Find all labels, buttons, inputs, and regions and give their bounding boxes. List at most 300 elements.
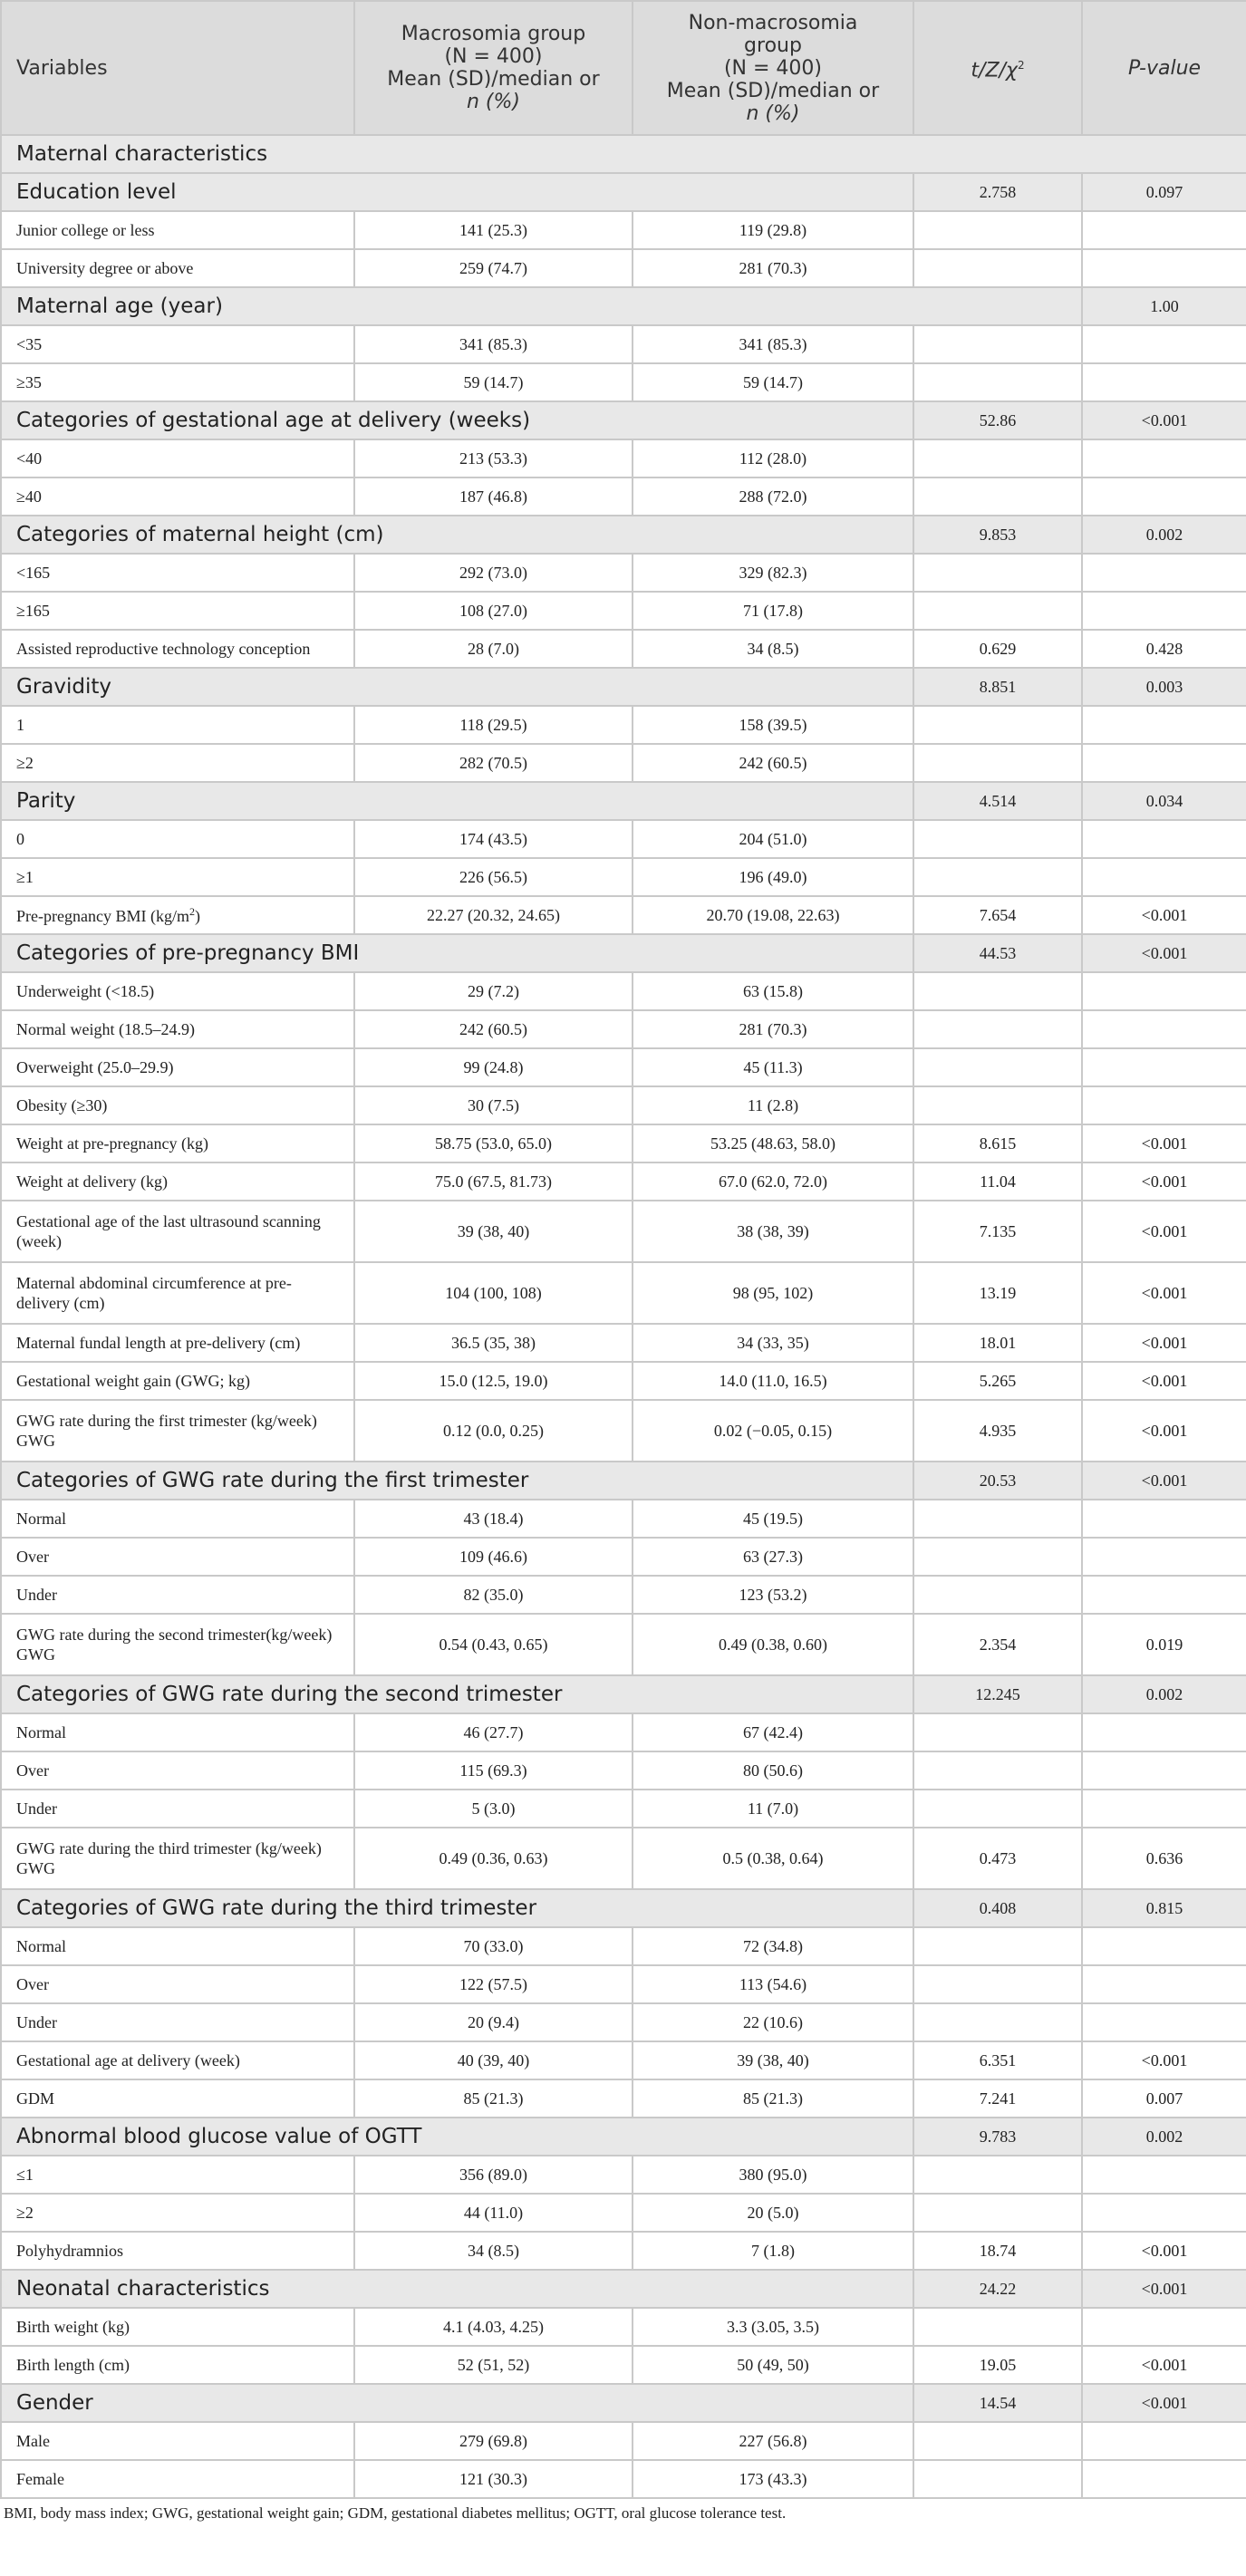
category-label: Neonatal characteristics — [1, 2270, 913, 2308]
non-macrosomia-value: 39 (38, 40) — [633, 2041, 913, 2079]
table-row — [1, 858, 1246, 896]
statistic-cell — [913, 1086, 1082, 1124]
category-row — [1, 1889, 1246, 1927]
statistic-cell — [913, 1965, 1082, 2003]
non-macrosomia-value: 281 (70.3) — [633, 1010, 913, 1048]
non-macrosomia-value: 380 (95.0) — [633, 2156, 913, 2194]
statistic-cell: 8.615 — [913, 1124, 1082, 1163]
macrosomia-value: 122 (57.5) — [354, 1965, 633, 2003]
macrosomia-value: 121 (30.3) — [354, 2460, 633, 2498]
table-row — [1, 2041, 1246, 2079]
table-row — [1, 592, 1246, 630]
category-row — [1, 934, 1246, 972]
row-label: Pre-pregnancy BMI $(kg/m^2)$ — [1, 896, 354, 934]
p-value-cell — [1082, 2308, 1246, 2346]
statistic-cell: 2.758 — [913, 173, 1082, 211]
p-value-cell: <0.001 — [1082, 896, 1246, 934]
macrosomia-value: 174 (43.5) — [354, 820, 633, 858]
p-value-cell: <0.001 — [1082, 2270, 1246, 2308]
macrosomia-value: 28 (7.0) — [354, 630, 633, 668]
p-value-cell: 0.003 — [1082, 668, 1246, 706]
statistic-cell: 4.935 — [913, 1400, 1082, 1462]
p-value-cell — [1082, 1500, 1246, 1538]
macrosomia-value: 0.49 (0.36, 0.63) — [354, 1828, 633, 1889]
macrosomia-value: 59 (14.7) — [354, 363, 633, 401]
row-label: ≥1 — [1, 858, 354, 896]
non-macrosomia-value: 67.0 (62.0, 72.0) — [633, 1163, 913, 1201]
statistic-cell — [913, 1713, 1082, 1751]
statistic-cell — [913, 2308, 1082, 2346]
non-macrosomia-value: 158 (39.5) — [633, 706, 913, 744]
p-value-cell: 0.002 — [1082, 516, 1246, 554]
non-macrosomia-value: 71 (17.8) — [633, 592, 913, 630]
non-macrosomia-value: 38 (38, 39) — [633, 1201, 913, 1262]
statistic-cell: 52.86 — [913, 401, 1082, 439]
table-row — [1, 1828, 1246, 1889]
p-value-cell: <0.001 — [1082, 1124, 1246, 1163]
macrosomia-value: 20 (9.4) — [354, 2003, 633, 2041]
macrosomia-value: 43 (18.4) — [354, 1500, 633, 1538]
row-label: ≥2 — [1, 2194, 354, 2232]
table-row — [1, 2003, 1246, 2041]
table-row — [1, 2079, 1246, 2118]
row-label: Normal weight (18.5–24.9) — [1, 1010, 354, 1048]
table-row — [1, 1927, 1246, 1965]
p-value-cell — [1082, 363, 1246, 401]
table-row — [1, 2422, 1246, 2460]
category-label: Education level — [1, 173, 913, 211]
p-value-cell: 0.019 — [1082, 1614, 1246, 1675]
category-label: Categories of gestational age at delivery (weeks) — [1, 401, 913, 439]
table-body — [1, 135, 1246, 2498]
category-row — [1, 516, 1246, 554]
row-label: Gestational weight gain (GWG; kg) — [1, 1362, 354, 1400]
macrosomia-value: 104 (100, 108) — [354, 1262, 633, 1324]
table-row — [1, 1324, 1246, 1362]
row-label: Maternal abdominal circumference at pre-delivery (cm) — [1, 1262, 354, 1324]
row-label: Obesity (≥30) — [1, 1086, 354, 1124]
p-value-cell — [1082, 439, 1246, 478]
non-macrosomia-value: 98 (95, 102) — [633, 1262, 913, 1324]
table-row — [1, 1713, 1246, 1751]
statistic-cell — [913, 858, 1082, 896]
table-row — [1, 896, 1246, 934]
statistic-cell: 18.74 — [913, 2232, 1082, 2270]
non-macrosomia-value: 329 (82.3) — [633, 554, 913, 592]
macrosomia-value: 187 (46.8) — [354, 478, 633, 516]
non-macrosomia-value: 0.5 (0.38, 0.64) — [633, 1828, 913, 1889]
table-row — [1, 1163, 1246, 1201]
macrosomia-value: 46 (27.7) — [354, 1713, 633, 1751]
statistic-cell — [913, 554, 1082, 592]
row-label: 0 — [1, 820, 354, 858]
category-label: Gravidity — [1, 668, 913, 706]
p-value-cell — [1082, 554, 1246, 592]
table-row — [1, 1538, 1246, 1576]
category-label: Categories of GWG rate during the first trimester — [1, 1462, 913, 1500]
row-label: ≤1 — [1, 2156, 354, 2194]
non-macrosomia-value: 288 (72.0) — [633, 478, 913, 516]
row-label: Assisted reproductive technology conception — [1, 630, 354, 668]
macrosomia-value: 141 (25.3) — [354, 211, 633, 249]
table-row — [1, 2232, 1246, 2270]
macrosomia-value: 108 (27.0) — [354, 592, 633, 630]
p-value-cell — [1082, 2156, 1246, 2194]
p-value-cell — [1082, 1713, 1246, 1751]
macrosomia-value: 29 (7.2) — [354, 972, 633, 1010]
row-label: ≥40 — [1, 478, 354, 516]
table-row — [1, 1362, 1246, 1400]
table-row — [1, 2156, 1246, 2194]
p-value-cell: <0.001 — [1082, 1262, 1246, 1324]
macrosomia-value: 0.12 (0.0, 0.25) — [354, 1400, 633, 1462]
category-label: Categories of pre-pregnancy BMI — [1, 934, 913, 972]
table-row — [1, 2308, 1246, 2346]
table-row — [1, 630, 1246, 668]
statistic-cell: 4.514 — [913, 782, 1082, 820]
row-label: 1 — [1, 706, 354, 744]
non-macrosomia-value: 20 (5.0) — [633, 2194, 913, 2232]
p-value-cell — [1082, 592, 1246, 630]
table-footnote: BMI, body mass index; GWG, gestational weight gain; GDM, gestational diabetes mellitus; OGTT, oral glucose tolerance test. — [4, 2504, 787, 2522]
non-macrosomia-value: 0.49 (0.38, 0.60) — [633, 1614, 913, 1675]
table-row — [1, 820, 1246, 858]
table-row — [1, 2460, 1246, 2498]
macrosomia-value: 292 (73.0) — [354, 554, 633, 592]
table-row — [1, 1576, 1246, 1614]
row-label: Junior college or less — [1, 211, 354, 249]
category-row — [1, 401, 1246, 439]
table-row — [1, 2194, 1246, 2232]
non-macrosomia-value: 0.02 (−0.05, 0.15) — [633, 1400, 913, 1462]
p-value-cell — [1082, 1086, 1246, 1124]
macrosomia-value: 58.75 (53.0, 65.0) — [354, 1124, 633, 1163]
row-label: Gestational age of the last ultrasound scanning (week) — [1, 1201, 354, 1262]
statistic-cell: 20.53 — [913, 1462, 1082, 1500]
macrosomia-value: 341 (85.3) — [354, 325, 633, 363]
p-value-cell: 0.097 — [1082, 173, 1246, 211]
non-macrosomia-value: 123 (53.2) — [633, 1576, 913, 1614]
statistic-cell — [913, 1790, 1082, 1828]
category-label: Gender — [1, 2384, 913, 2422]
statistic-cell: 24.22 — [913, 2270, 1082, 2308]
statistic-cell: 8.851 — [913, 668, 1082, 706]
non-macrosomia-value: 3.3 (3.05, 3.5) — [633, 2308, 913, 2346]
p-value-cell: <0.001 — [1082, 1324, 1246, 1362]
non-macrosomia-value: 11 (2.8) — [633, 1086, 913, 1124]
category-row — [1, 668, 1246, 706]
statistic-cell — [913, 2422, 1082, 2460]
header-macrosomia: Macrosomia group (N = 400) Mean (SD)/median or n (%) — [354, 1, 633, 135]
non-macrosomia-value: 22 (10.6) — [633, 2003, 913, 2041]
row-label: Weight at delivery (kg) — [1, 1163, 354, 1201]
macrosomia-value: 82 (35.0) — [354, 1576, 633, 1614]
macrosomia-value: 0.54 (0.43, 0.65) — [354, 1614, 633, 1675]
p-value-cell: 0.636 — [1082, 1828, 1246, 1889]
macrosomia-value: 4.1 (4.03, 4.25) — [354, 2308, 633, 2346]
non-macrosomia-value: 119 (29.8) — [633, 211, 913, 249]
non-macrosomia-value: 59 (14.7) — [633, 363, 913, 401]
table-row — [1, 1201, 1246, 1262]
category-label: Parity — [1, 782, 913, 820]
category-label: Categories of GWG rate during the second trimester — [1, 1675, 913, 1713]
p-value-cell — [1082, 1048, 1246, 1086]
statistic-cell — [913, 439, 1082, 478]
non-macrosomia-value: 196 (49.0) — [633, 858, 913, 896]
non-macrosomia-value: 227 (56.8) — [633, 2422, 913, 2460]
row-label: Weight at pre-pregnancy (kg) — [1, 1124, 354, 1163]
non-macrosomia-value: 45 (11.3) — [633, 1048, 913, 1086]
p-value-cell — [1082, 2003, 1246, 2041]
macrosomia-value: 118 (29.5) — [354, 706, 633, 744]
non-macrosomia-value: 45 (19.5) — [633, 1500, 913, 1538]
table-row — [1, 478, 1246, 516]
category-row — [1, 2270, 1246, 2308]
row-label: University degree or above — [1, 249, 354, 287]
section-label: Maternal characteristics — [1, 135, 1246, 173]
statistic-cell: 19.05 — [913, 2346, 1082, 2384]
statistic-cell: 14.54 — [913, 2384, 1082, 2422]
p-value-cell: 0.007 — [1082, 2079, 1246, 2118]
non-macrosomia-value: 34 (8.5) — [633, 630, 913, 668]
statistic-cell — [913, 1576, 1082, 1614]
p-value-cell: <0.001 — [1082, 1163, 1246, 1201]
macrosomia-value: 70 (33.0) — [354, 1927, 633, 1965]
macrosomia-value: 226 (56.5) — [354, 858, 633, 896]
statistic-cell — [913, 744, 1082, 782]
p-value-cell: <0.001 — [1082, 1201, 1246, 1262]
p-value-cell: <0.001 — [1082, 934, 1246, 972]
non-macrosomia-value: 20.70 (19.08, 22.63) — [633, 896, 913, 934]
macrosomia-value: 115 (69.3) — [354, 1751, 633, 1790]
category-row — [1, 173, 1246, 211]
category-row — [1, 1675, 1246, 1713]
statistic-cell: 6.351 — [913, 2041, 1082, 2079]
p-value-cell — [1082, 2194, 1246, 2232]
p-value-cell: <0.001 — [1082, 2232, 1246, 2270]
statistic-cell — [913, 478, 1082, 516]
p-value-cell — [1082, 1927, 1246, 1965]
statistic-cell — [913, 249, 1082, 287]
p-value-cell: 0.002 — [1082, 1675, 1246, 1713]
statistic-cell: 11.04 — [913, 1163, 1082, 1201]
macrosomia-value: 44 (11.0) — [354, 2194, 633, 2232]
row-label: ≥165 — [1, 592, 354, 630]
statistic-cell: 0.473 — [913, 1828, 1082, 1889]
p-value-cell — [1082, 1576, 1246, 1614]
macrosomia-value: 5 (3.0) — [354, 1790, 633, 1828]
header-row — [1, 1, 1246, 135]
statistic-cell — [913, 2003, 1082, 2041]
p-value-cell — [1082, 858, 1246, 896]
table-row — [1, 363, 1246, 401]
macrosomia-value: 109 (46.6) — [354, 1538, 633, 1576]
p-value-cell: 1.00 — [1082, 287, 1246, 325]
statistic-cell — [913, 1751, 1082, 1790]
p-value-cell: 0.428 — [1082, 630, 1246, 668]
category-row — [1, 2384, 1246, 2422]
non-macrosomia-value: 112 (28.0) — [633, 439, 913, 478]
header-variables: Variables — [1, 1, 354, 135]
statistic-cell: 18.01 — [913, 1324, 1082, 1362]
macrosomia-value: 99 (24.8) — [354, 1048, 633, 1086]
p-value-cell — [1082, 2460, 1246, 2498]
p-value-cell — [1082, 1538, 1246, 1576]
table-row — [1, 439, 1246, 478]
macrosomia-value: 85 (21.3) — [354, 2079, 633, 2118]
non-macrosomia-value: 113 (54.6) — [633, 1965, 913, 2003]
table-row — [1, 554, 1246, 592]
row-label: Over — [1, 1538, 354, 1576]
p-value-cell — [1082, 820, 1246, 858]
category-label: Maternal age (year) — [1, 287, 1082, 325]
macrosomia-value: 40 (39, 40) — [354, 2041, 633, 2079]
statistic-cell: 12.245 — [913, 1675, 1082, 1713]
p-value-cell: <0.001 — [1082, 1462, 1246, 1500]
macrosomia-value: 36.5 (35, 38) — [354, 1324, 633, 1362]
statistic-cell — [913, 2156, 1082, 2194]
statistic-cell: 9.853 — [913, 516, 1082, 554]
macrosomia-value: 242 (60.5) — [354, 1010, 633, 1048]
row-label: Male — [1, 2422, 354, 2460]
table-row — [1, 744, 1246, 782]
statistic-cell: 13.19 — [913, 1262, 1082, 1324]
statistic-cell — [913, 2194, 1082, 2232]
macrosomia-value: 15.0 (12.5, 19.0) — [354, 1362, 633, 1400]
statistic-cell — [913, 363, 1082, 401]
header-statistic: $t/Z/\chi^2$ — [913, 1, 1082, 135]
p-value-cell — [1082, 478, 1246, 516]
p-value-cell: <0.001 — [1082, 401, 1246, 439]
table-row — [1, 1262, 1246, 1324]
row-label: Normal — [1, 1500, 354, 1538]
macrosomia-value: 34 (8.5) — [354, 2232, 633, 2270]
non-macrosomia-value: 67 (42.4) — [633, 1713, 913, 1751]
p-value-cell — [1082, 1751, 1246, 1790]
row-label: Under — [1, 1790, 354, 1828]
row-label: Normal — [1, 1927, 354, 1965]
row-label: Birth length (cm) — [1, 2346, 354, 2384]
non-macrosomia-value: 63 (27.3) — [633, 1538, 913, 1576]
row-label: <40 — [1, 439, 354, 478]
p-value-cell — [1082, 1965, 1246, 2003]
p-value-cell — [1082, 2422, 1246, 2460]
row-label: GWG rate during the third trimester (kg/week) GWG — [1, 1828, 354, 1889]
macrosomia-value: 282 (70.5) — [354, 744, 633, 782]
statistic-cell — [913, 1048, 1082, 1086]
row-label: Underweight (<18.5) — [1, 972, 354, 1010]
statistic-cell: 5.265 — [913, 1362, 1082, 1400]
macrosomia-value: 213 (53.3) — [354, 439, 633, 478]
non-macrosomia-value: 173 (43.3) — [633, 2460, 913, 2498]
row-label: Normal — [1, 1713, 354, 1751]
header-p-value: P-value — [1082, 1, 1246, 135]
non-macrosomia-value: 281 (70.3) — [633, 249, 913, 287]
p-value-cell — [1082, 211, 1246, 249]
statistic-cell: 7.241 — [913, 2079, 1082, 2118]
macrosomia-value: 75.0 (67.5, 81.73) — [354, 1163, 633, 1201]
row-label: GWG rate during the first trimester (kg/week) GWG — [1, 1400, 354, 1462]
statistic-cell — [913, 1538, 1082, 1576]
non-macrosomia-value: 85 (21.3) — [633, 2079, 913, 2118]
row-label: GDM — [1, 2079, 354, 2118]
p-value-cell — [1082, 1790, 1246, 1828]
statistic-cell: 7.654 — [913, 896, 1082, 934]
p-value-cell: 0.034 — [1082, 782, 1246, 820]
non-macrosomia-value: 14.0 (11.0, 16.5) — [633, 1362, 913, 1400]
header-non-macrosomia: Non-macrosomia group (N = 400) Mean (SD)/median or n (%) — [633, 1, 913, 135]
statistic-cell — [913, 211, 1082, 249]
p-value-cell: <0.001 — [1082, 2041, 1246, 2079]
table-row — [1, 706, 1246, 744]
category-label: Categories of GWG rate during the third trimester — [1, 1889, 913, 1927]
non-macrosomia-value: 7 (1.8) — [633, 2232, 913, 2270]
p-value-cell — [1082, 325, 1246, 363]
table-row — [1, 1086, 1246, 1124]
statistic-cell: 44.53 — [913, 934, 1082, 972]
row-label: Maternal fundal length at pre-delivery (cm) — [1, 1324, 354, 1362]
p-value-cell: 0.815 — [1082, 1889, 1246, 1927]
table-row — [1, 1048, 1246, 1086]
table-row — [1, 2346, 1246, 2384]
p-value-cell — [1082, 1010, 1246, 1048]
category-row — [1, 1462, 1246, 1500]
p-value-cell — [1082, 972, 1246, 1010]
non-macrosomia-value: 34 (33, 35) — [633, 1324, 913, 1362]
section-row — [1, 135, 1246, 173]
non-macrosomia-value: 341 (85.3) — [633, 325, 913, 363]
statistic-cell: 7.135 — [913, 1201, 1082, 1262]
p-value-cell — [1082, 249, 1246, 287]
p-value-cell — [1082, 706, 1246, 744]
row-label: GWG rate during the second trimester(kg/week) GWG — [1, 1614, 354, 1675]
row-label: <35 — [1, 325, 354, 363]
macrosomia-value: 52 (51, 52) — [354, 2346, 633, 2384]
category-row — [1, 782, 1246, 820]
p-value-cell: 0.002 — [1082, 2118, 1246, 2156]
non-macrosomia-value: 80 (50.6) — [633, 1751, 913, 1790]
p-value-cell: <0.001 — [1082, 2346, 1246, 2384]
row-label: Under — [1, 1576, 354, 1614]
non-macrosomia-value: 63 (15.8) — [633, 972, 913, 1010]
non-macrosomia-value: 72 (34.8) — [633, 1927, 913, 1965]
statistic-cell — [913, 325, 1082, 363]
macrosomia-value: 30 (7.5) — [354, 1086, 633, 1124]
table-row — [1, 1751, 1246, 1790]
statistic-cell — [913, 706, 1082, 744]
statistic-cell — [913, 1927, 1082, 1965]
macrosomia-value: 356 (89.0) — [354, 2156, 633, 2194]
table-row — [1, 1500, 1246, 1538]
non-macrosomia-value: 50 (49, 50) — [633, 2346, 913, 2384]
statistic-cell — [913, 1010, 1082, 1048]
statistic-cell: 2.354 — [913, 1614, 1082, 1675]
table-row — [1, 1124, 1246, 1163]
statistic-cell — [913, 972, 1082, 1010]
macrosomia-value: 279 (69.8) — [354, 2422, 633, 2460]
category-label: Categories of maternal height (cm) — [1, 516, 913, 554]
statistic-cell: 0.408 — [913, 1889, 1082, 1927]
category-row — [1, 2118, 1246, 2156]
p-value-cell — [1082, 744, 1246, 782]
row-label: Over — [1, 1965, 354, 2003]
table-row — [1, 1965, 1246, 2003]
statistic-cell — [913, 592, 1082, 630]
statistic-cell: 9.783 — [913, 2118, 1082, 2156]
row-label: Polyhydramnios — [1, 2232, 354, 2270]
table-row — [1, 211, 1246, 249]
table-row — [1, 972, 1246, 1010]
